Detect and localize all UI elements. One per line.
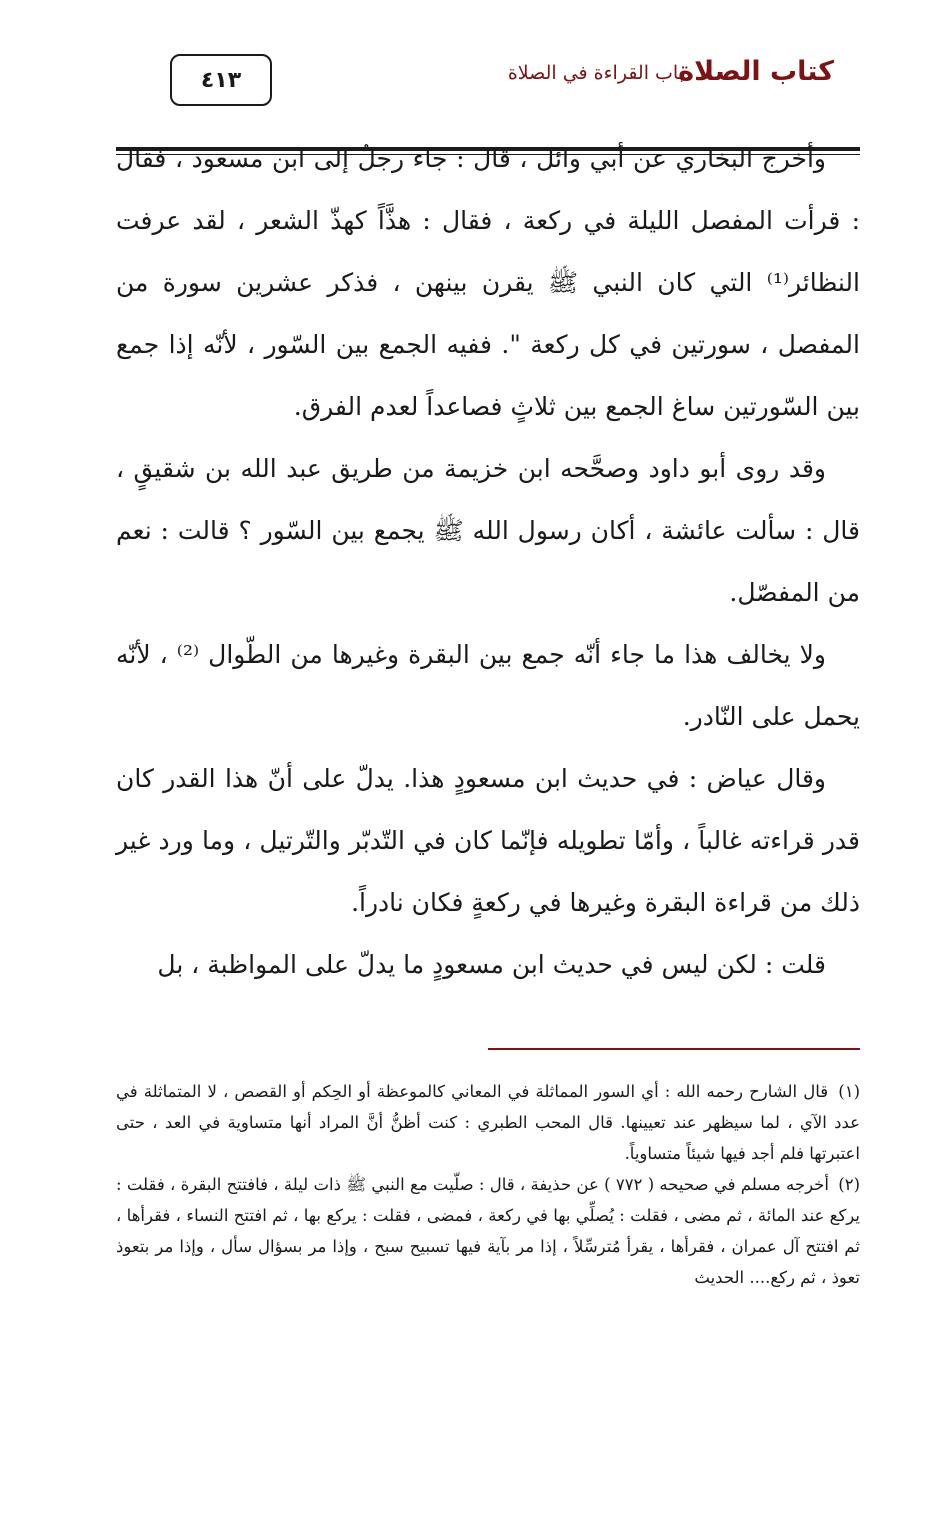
footnote-text: أخرجه مسلم في صحيحه ( ٧٧٢ ) عن حذيفة ، قال : صلّيت مع النبي ﷺ ذات ليلة ، فافتتح البقرة ، فقلت : يركع عند المائة ، ثم مضى ، فقلت : يُصلِّي بها في ركعة ، فمضى ، فقلت : يركع بها ، ثم افتتح النساء ، فقرأها ، ثم افتتح آل عمران ، فقرأها ، يقرأ مُترسِّلاً ، إذا مر بآية فيها تسبيح سبح ، وإذا مر بسؤال سأل ، وإذا مر بتعوذ تعوذ ، ثم ركع.... الحديث — [116, 1175, 860, 1287]
paragraph: ولا يخالف هذا ما جاء أنّه جمع بين البقرة وغيرها من الطّوال ⁽²⁾ ، لأنّه يحمل على النّادر. — [116, 640, 860, 731]
footnote-separator — [488, 1048, 860, 1050]
paragraph: وقد روى أبو داود وصحَّحه ابن خزيمة من طريق عبد الله بن شقيقٍ ، قال : سألت عائشة ، أكان رسول الله ﷺ يجمع بين السّور ؟ قالت : نعم من المفصّل. — [116, 454, 860, 607]
footnote-item — [116, 1076, 860, 1169]
footnote-text: قال الشارح رحمه الله : أي السور المماثلة في المعاني كالموعظة أو الحِكم أو القصص ، لا المتماثلة في عدد الآي ، لما سيظهر عند تعيينها. قال المحب الطبري : كنت أظنُّ أنَّ المراد أنها متساوية في العد ، حتى اعتبرتها فلم أجد فيها شيئاً متساوياً. — [116, 1082, 860, 1163]
page-header — [116, 50, 860, 106]
book-title: كتاب الصلاة — [678, 56, 834, 87]
footnote-number: (١) — [838, 1082, 861, 1101]
page-number: ٤١٣ — [200, 67, 242, 93]
chapter-title: باب القراءة في الصلاة — [507, 62, 684, 84]
footnote-item — [116, 1169, 860, 1293]
page-number-box — [170, 54, 272, 106]
paragraph: وأخرج البخاري عن أبي وائل ، قال : جاء رجلٌ إلى ابن مسعود ، فقال : قرأت المفصل الليلة في ركعة ، فقال : هذَّاً كهذّ الشعر ، لقد عرفت النظائر⁽¹⁾ التي كان النبي ﷺ يقرن بينهن ، فذكر عشرين سورة من المفصل ، سورتين في كل ركعة ". ففيه الجمع بين السّور ، لأنّه إذا جمع بين السّورتين ساغ الجمع بين ثلاثٍ فصاعداً لعدم الفرق. — [116, 144, 860, 421]
paragraph: وقال عياض : في حديث ابن مسعودٍ هذا. يدلّ على أنّ هذا القدر كان قدر قراءته غالباً ، وأمّا تطويله فإنّما كان في التّدبّر والتّرتيل ، وما ورد غير ذلك من قراءة البقرة وغيرها في ركعةٍ فكان نادراً. — [116, 764, 860, 917]
footnotes — [116, 1076, 860, 1293]
main-text — [116, 128, 860, 996]
footnote-number: (٢) — [838, 1175, 860, 1194]
paragraph: قلت : لكن ليس في حديث ابن مسعودٍ ما يدلّ على المواظبة ، بل — [157, 950, 826, 979]
book-page — [116, 0, 860, 1518]
